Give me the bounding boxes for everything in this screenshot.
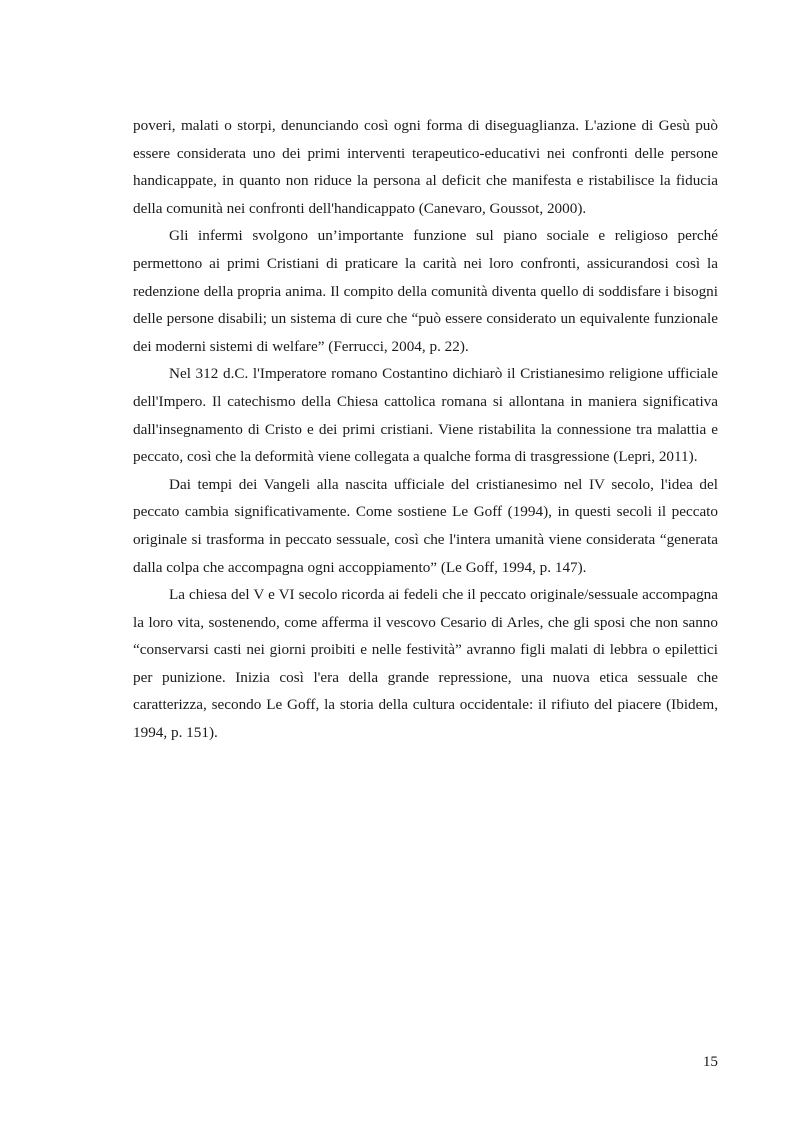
paragraph-continuation: poveri, malati o storpi, denunciando così ogni forma di diseguaglianza. L'azione di Gesù può essere considerata uno dei primi interventi terapeutico-educativi nei confronti delle persone handicappate, in quanto non riduce la persona al deficit che manifesta e ristabilisce la fiducia della comunità nei confronti dell'handicappato (Canevaro, Goussot, 2000). xyxy=(133,117,718,217)
paragraph-peccato: Dai tempi dei Vangeli alla nascita ufficiale del cristianesimo nel IV secolo, l'idea del peccato cambia significativamente. Come sostiene Le Goff (1994), in questi secoli il peccato originale si trasforma in peccato sessuale, così che l'intera umanità viene considerata “generata dalla colpa che accompagna ogni accoppiamento” (Le Goff, 1994, p. 147). xyxy=(133,475,718,576)
paragraph-chiesa: La chiesa del V e VI secolo ricorda ai fedeli che il peccato originale/sessuale accompagna la loro vita, sostenendo, come afferma il vescovo Cesario di Arles, che gli sposi che non sanno “conservarsi casti nei giorni proibiti e nelle festività” avranno figli malati di lebbra o epilettici per punizione. Inizia così l'era della grande repressione, una nuova etica sessuale che caratterizza, secondo Le Goff, la storia della cultura occidentale: il rifiuto del piacere (Ibidem, 1994, p. 151). xyxy=(133,586,718,742)
page-number: 15 xyxy=(702,1053,718,1070)
paragraph-infermi: Gli infermi svolgono un’importante funzione sul piano sociale e religioso perché permettono ai primi Cristiani di praticare la carità nei loro confronti, assicurandosi così la redenzione della propria anima. Il compito della comunità diventa quello di soddisfare i bisogni delle persone disabili; un sistema di cure che “può essere considerato un equivalente funzionale dei moderni sistemi di welfare” (Ferrucci, 2004, p. 22). xyxy=(133,227,718,355)
body-text xyxy=(133,112,718,747)
paragraph-costantino: Nel 312 d.C. l'Imperatore romano Costantino dichiarò il Cristianesimo religione ufficiale dell'Impero. Il catechismo della Chiesa cattolica romana si allontana in maniera significativa dall'insegnamento di Cristo e dei primi cristiani. Viene ristabilita la connessione tra malattia e peccato, così che la deformità viene collegata a qualche forma di trasgressione (Lepri, 2011). xyxy=(133,365,718,466)
